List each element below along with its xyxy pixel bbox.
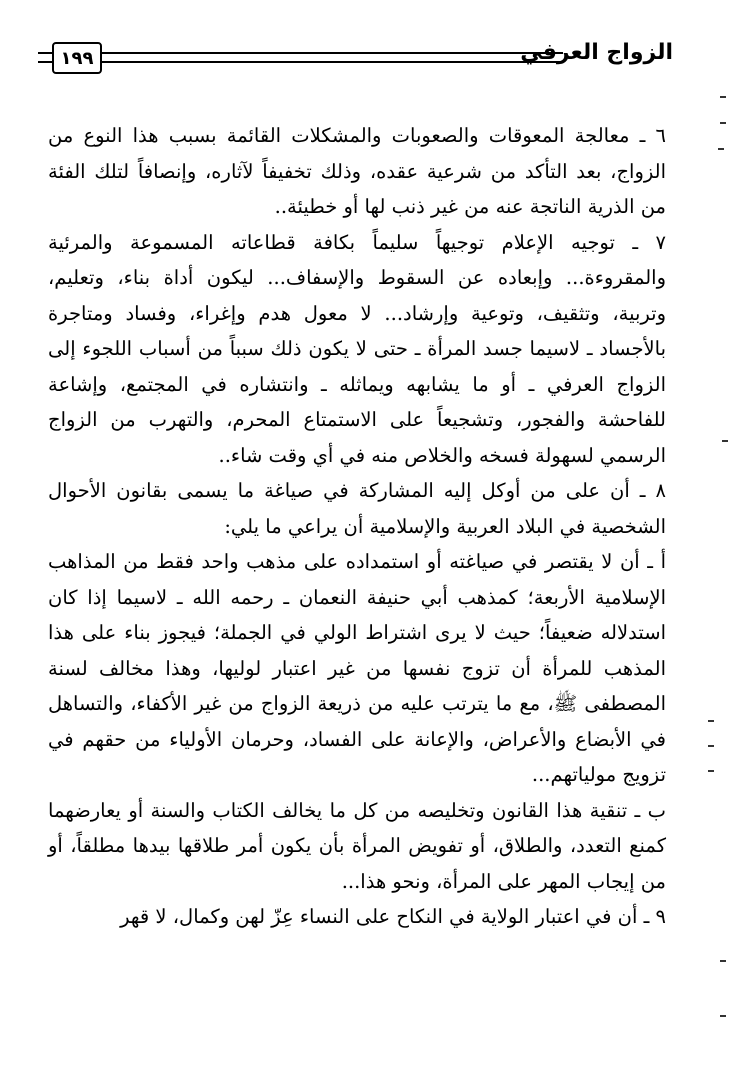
page-header (38, 38, 673, 82)
scan-mark (718, 148, 724, 150)
paragraph-6: ٦ ـ معالجة المعوقات والصعوبات والمشكلات القائمة بسبب هذا النوع من الزواج، بعد التأكد من شرعية عقده، وذلك تخفيفاً لآثاره، وإنصافاً لتلك الفئة من الذرية الناتجة عنه من غير ذنب لها أو خطيئة.. (48, 124, 666, 218)
scan-mark (720, 122, 726, 124)
scan-margin-marks (706, 0, 726, 1075)
page-body (48, 118, 666, 935)
paragraph-8a: أ ـ أن لا يقتصر في صياغته أو استمداده على مذهب واحد فقط من المذاهب الإسلامية الأربعة؛ كمذهب أبي حنيفة النعمان ـ رحمه الله ـ لاسيما إذا كان استدلاله ضعيفاً؛ حيث لا يرى اشتراط الولي في الجملة؛ فيجوز بناء على هذا المذهب للمرأة أن تزوج نفسها من غير اعتبار لوليها، وهذا مخالف لسنة المصطفى ﷺ، مع ما يترتب عليه من ذريعة الزواج من غير الأكفاء، والتساهل في الأبضاع والأعراض، والإعانة على الفساد، وحرمان الأولياء من حقهم في تزويج مولياتهم... (48, 550, 666, 786)
paragraph-9: ٩ ـ أن في اعتبار الولاية في النكاح على النساء عِزّ لهن وكمال، لا قهر (120, 905, 666, 928)
scan-mark (720, 1015, 726, 1017)
scan-mark (720, 96, 726, 98)
header-rule (100, 52, 563, 63)
paragraph-8b: ب ـ تنقية هذا القانون وتخليصه من كل ما يخالف الكتاب والسنة أو يعارضهما كمنع التعدد، والطلاق، أو تفويض المرأة بأن يكون أمر طلاقها بيدها مطلقاً، أو من إيجاب المهر على المرأة، ونحو هذا... (48, 798, 666, 893)
paragraph-7: ٧ ـ توجيه الإعلام توجيهاً سليماً بكافة قطاعاته المسموعة والمرئية والمقروءة... وإبعاده عن السقوط والإسفاف... ليكون أداة بناء، وتعليم، وتربية، وتثقيف، وتوعية وإرشاد... لا معول هدم وإغراء، وفساد ومتاجرة بالأجساد ـ لاسيما جسد المرأة ـ حتى لا يكون ذلك سبباً من أسباب اللجوء إلى الزواج العرفي ـ أو ما يشابهه ويماثله ـ وانتشاره في المجتمع، وإشاعة للفاحشة والفجور، وتشجيعاً على الاستمتاع المحرم، والتهرب من الزواج الرسمي لسهولة فسخه والخلاص منه في أي وقت شاء.. (48, 230, 666, 467)
page-number: ١٩٩ (52, 42, 102, 74)
header-rule-left (38, 52, 52, 63)
scan-mark (708, 745, 714, 747)
scan-mark (708, 770, 714, 772)
book-title: الزواج العرفي (520, 40, 673, 65)
scan-mark (708, 720, 714, 722)
paragraph-8: ٨ ـ أن على من أوكل إليه المشاركة في صياغة ما يسمى بقانون الأحوال الشخصية في البلاد العربية والإسلامية أن يراعي ما يلي: (48, 479, 666, 538)
scan-mark (720, 960, 726, 962)
scan-mark (722, 440, 728, 442)
